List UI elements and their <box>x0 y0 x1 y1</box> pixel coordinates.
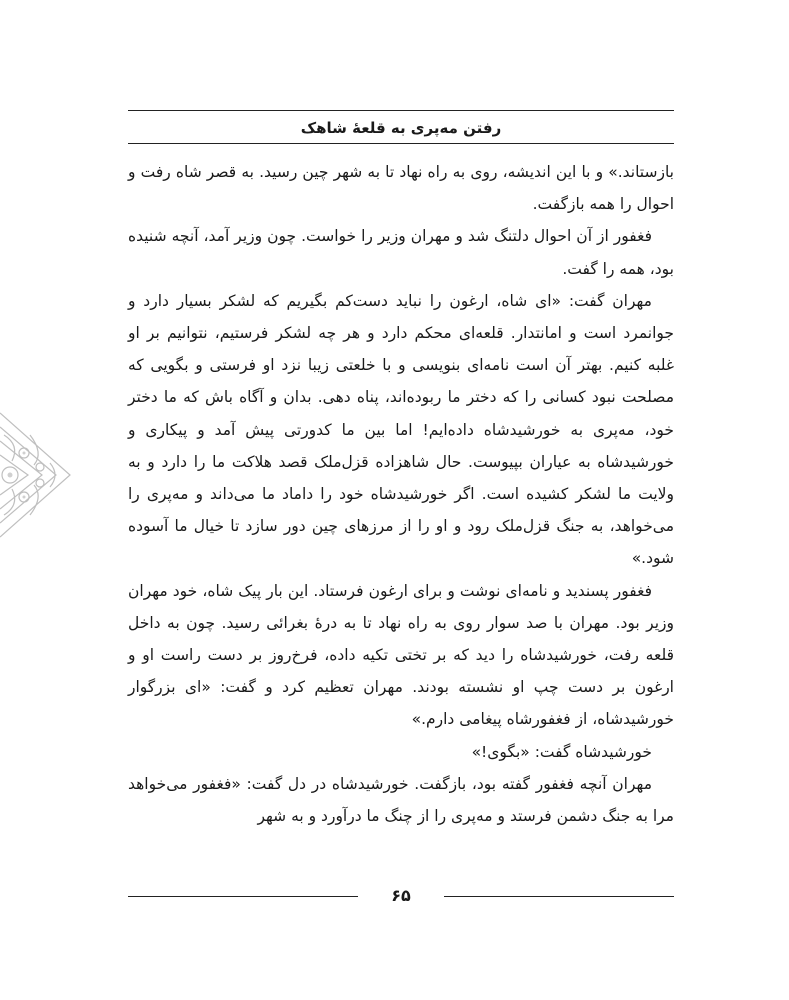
paragraph-1: بازستاند.» و با این اندیشه، روی به راه نهاد تا به شهر چین رسید. به قصر شاه رفت و احوال را همه بازگفت. <box>128 163 674 214</box>
page-number: ۶۵ <box>391 886 411 905</box>
paragraph-5: خورشیدشاه گفت: «بگوی!» <box>471 742 652 761</box>
header-bottom-rule <box>128 143 674 144</box>
paragraph-6: مهران آنچه فغفور گفته بود، بازگفت. خورشیدشاه در دل گفت: «فغفور می‌خواهد مرا به جنگ دشمن فرستد و مه‌پری را از چنگ ما درآورد و به شهر <box>128 774 674 826</box>
header-top-rule <box>128 110 674 111</box>
footer-right-rule <box>444 896 674 897</box>
paragraph-2: فغفور از آن احوال دلتنگ شد و مهران وزیر را خواست. چون وزیر آمد، آنچه شنیده بود، همه را گفت. <box>128 227 674 278</box>
page-footer <box>128 883 674 909</box>
footer-left-rule <box>128 896 358 897</box>
decorative-ornament-icon <box>0 405 80 545</box>
chapter-title: رفتن مه‌پری به قلعهٔ شاهک <box>300 119 502 137</box>
body-text <box>128 156 674 832</box>
paragraph-4: فغفور پسندید و نامه‌ای نوشت و برای ارغون فرستاد. این بار پیک شاه، خود مهران وزیر بود. مهران با صد سوار روی به راه نهاد تا به درهٔ بغرائی رسید. چون به داخل قلعه رفت، خورشیدشاه را دید که بر تختی تکیه داده، فرخ‌روز بر دست راست او و ارغون بر دست چپ او نشسته بودند. مهران تعظیم کرد و گفت: «ای بزرگوار خورشیدشاه، از فغفورشاه پیغامی دارم.» <box>128 581 674 729</box>
paragraph-3: مهران گفت: «ای شاه، ارغون را نباید دست‌کم بگیریم که لشکر بسیار دارد و جوانمرد است و امانتدار. قلعه‌ای محکم دارد و هر چه لشکر فرستیم، نتوانیم بر او غلبه کنیم. بهتر آن است نامه‌ای بنویسی و با خلعتی زیبا نزد او فرستی و بگویی که مصلحت نبود کسانی را که دختر ما ربوده‌اند، پناه دهی. بدان و آگاه باش که ما دختر خود، مه‌پری به خورشیدشاه داده‌ایم! اما بین ما کدورتی پیش آمد و پیکاری و خورشیدشاه به عیاران بپیوست. حال شاهزاده قزل‌ملک قصد هلاکت ما را دارد و به ولایت ما لشکر کشیده است. اگر خورشیدشاه خود را داماد ما می‌داند و مه‌پری را می‌خواهد، به جنگ قزل‌ملک رود و او را از مرزهای چین دور سازد تا خیال ما آسوده شود.» <box>128 291 674 568</box>
